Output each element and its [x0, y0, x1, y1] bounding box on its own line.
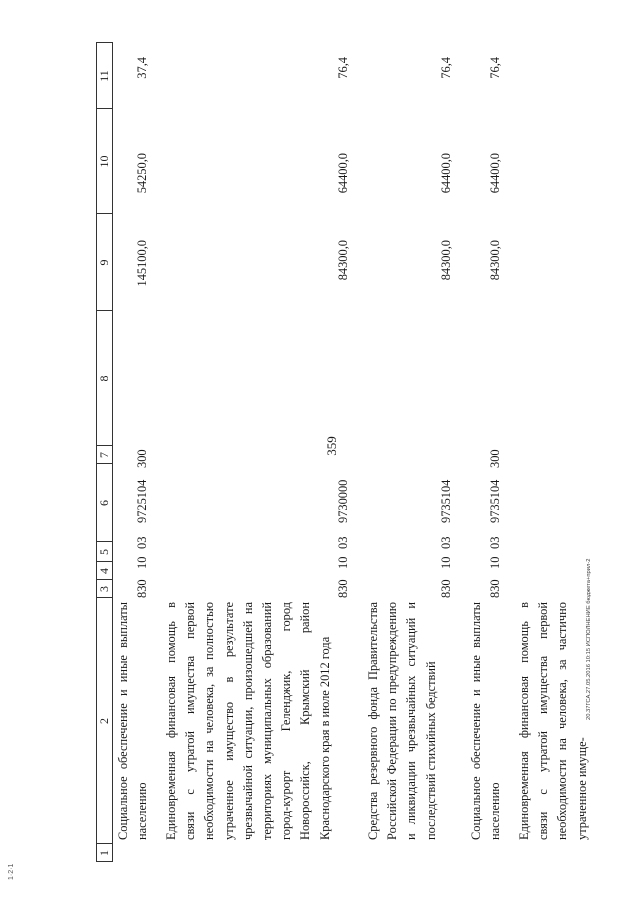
table-header-border — [112, 42, 113, 862]
row-2-code5: 03 — [336, 536, 350, 549]
col-header-6: 6 — [97, 500, 111, 506]
row-1-code4: 10 — [135, 556, 149, 569]
row-2-code3: 830 — [336, 579, 350, 598]
budget-table — [96, 42, 608, 862]
row-1-v9: 145100,0 — [135, 240, 149, 287]
col-header-3: 3 — [97, 586, 111, 592]
row-4-v9: 84300,0 — [488, 240, 502, 281]
page-number: 359 — [324, 436, 339, 456]
row-3-v9: 84300,0 — [439, 240, 453, 281]
row-1-code6: 9725104 — [135, 479, 149, 523]
row-2-v9: 84300,0 — [336, 240, 350, 281]
row-2-v10: 64400,0 — [336, 153, 350, 194]
row-1-code7: 300 — [135, 449, 149, 468]
row-3-code3: 830 — [439, 579, 453, 598]
row-4-code5: 03 — [488, 536, 502, 549]
col-header-7: 7 — [97, 452, 111, 458]
row-4-code6: 9735104 — [488, 479, 502, 523]
row-1-code5: 03 — [135, 536, 149, 549]
row-4-v10: 64400,0 — [488, 153, 502, 194]
row-3-code6: 9735104 — [439, 479, 453, 523]
row-1-code3: 830 — [135, 579, 149, 598]
margin-mark: 1·2·1 — [8, 863, 15, 880]
row-4-code4: 10 — [488, 556, 502, 569]
row-4-v11: 76,4 — [488, 57, 502, 79]
row-1-name: Социальное обеспечение и иные выплаты населению — [116, 602, 150, 840]
col-header-9: 9 — [97, 259, 111, 266]
col-header-5: 5 — [97, 549, 111, 555]
col-header-2: 2 — [97, 718, 111, 724]
row-4-name: Социальное обеспечение и иные выплаты населению — [469, 602, 503, 840]
col-header-4: 4 — [97, 568, 111, 574]
row-4-code3: 830 — [488, 579, 502, 598]
row-3-code5: 03 — [439, 536, 453, 549]
document-footer: 20.37ГСА.27.05.2016 10:15 ИСПОЛНЕНИЕ бюджета+прил-2 — [586, 558, 592, 720]
row-3-v10: 64400,0 — [439, 153, 453, 194]
row-3-name: Средства резервного фонда Правительства Российской Федерации по предупреждению и ликвидации чрезвычайных ситуаций и последствий стихийных бедствий — [366, 602, 438, 840]
row-2-code4: 10 — [336, 556, 350, 569]
col-header-10: 10 — [97, 155, 111, 168]
row-3-code4: 10 — [439, 556, 453, 569]
row-1-v10: 54250,0 — [135, 153, 149, 194]
col-header-1: 1 — [97, 850, 111, 856]
row-1-v11: 37,4 — [135, 57, 149, 79]
row-4-code7: 300 — [488, 449, 502, 468]
row-2-v11: 76,4 — [336, 57, 350, 79]
row-3-v11: 76,4 — [439, 57, 453, 79]
row-5-name: Единовременная финансовая помощь в связи с утратой имущества первой необходимости на человека, за частично утраченное имуще- — [517, 602, 589, 840]
row-2-code6: 9730000 — [336, 479, 350, 523]
col-header-11: 11 — [97, 70, 111, 82]
col-header-8: 8 — [97, 375, 111, 382]
row-2-name: Единовременная финансовая помощь в связи с утратой имущества первой необходимости на человека, за полностью утраченное имущество в результате чрезвычайной ситуации, произошедшей на территориях муниципальных образований город-курорт Геленджик, город Новороссийск, Крымский район Краснодарского края в июле 2012 года — [164, 602, 332, 840]
